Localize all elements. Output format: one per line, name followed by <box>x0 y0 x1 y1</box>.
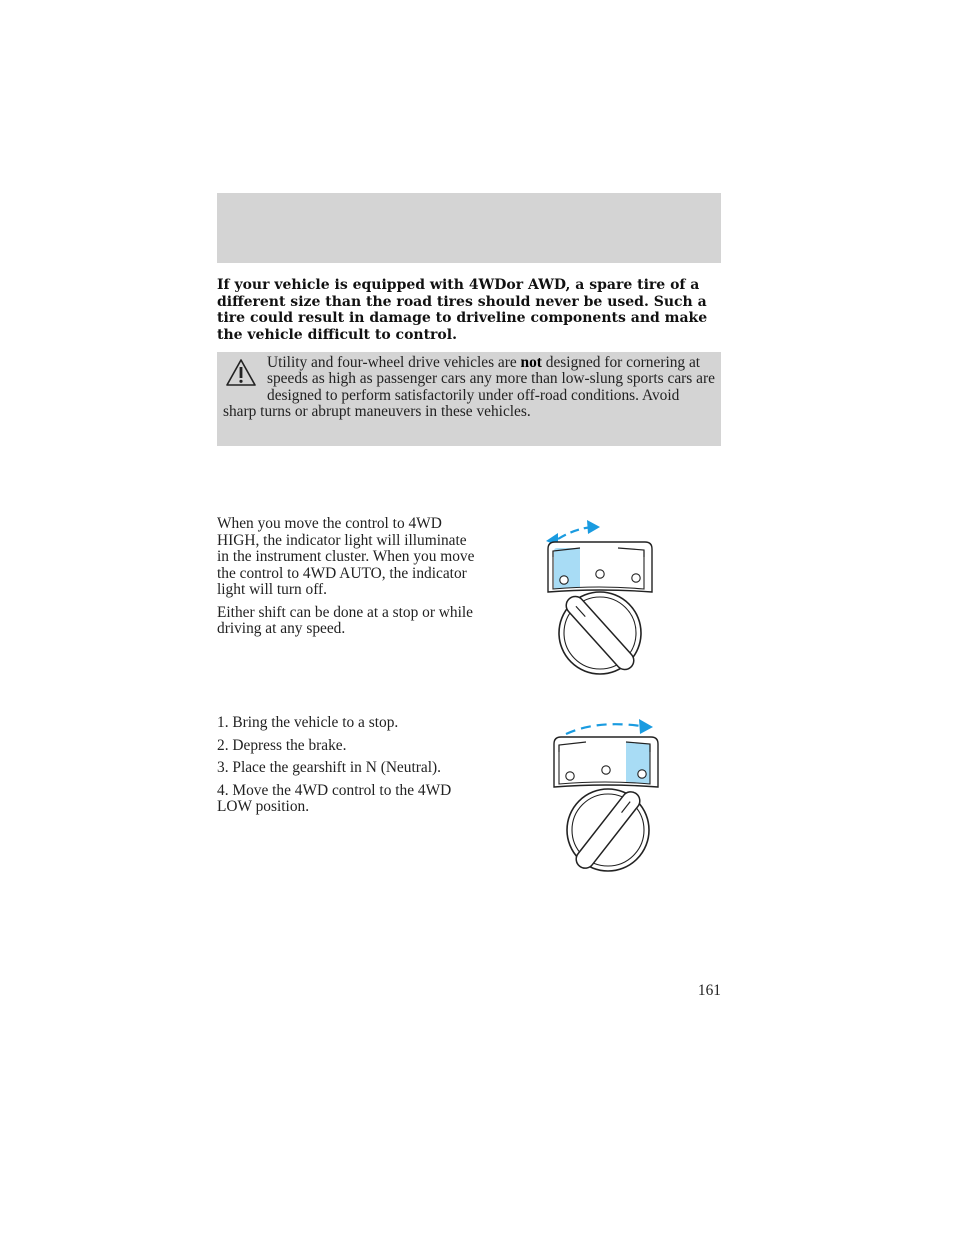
right-arrow-icon <box>566 719 653 734</box>
list-item: 3. Place the gearshift in N (Neutral). <box>217 759 441 776</box>
4wd-low-steps <box>217 715 479 822</box>
list-item: 1. Bring the vehicle to a stop. <box>217 714 399 731</box>
spare-tire-warning: If your vehicle is equipped with 4WDor AWD, a spare tire of a different size than the road tires should never be used. Such a tire could result in damage to driveline components and make the vehicle difficult to control. <box>217 277 708 343</box>
paragraph: Either shift can be done at a stop or while driving at any speed. <box>217 603 474 637</box>
4wd-high-auto-text <box>217 516 479 644</box>
4wd-control-high-illustration <box>540 515 660 680</box>
caution-text <box>223 355 715 420</box>
caution-box <box>217 352 721 446</box>
warning-triangle-icon <box>225 358 257 388</box>
list-item: 2. Depress the brake. <box>217 736 347 754</box>
section-header-band <box>217 193 721 263</box>
paragraph: When you move the control to 4WD HIGH, the indicator light will illuminate in the instrument cluster. When you move the control to 4WD AUTO, the indicator light will turn off. <box>217 515 475 598</box>
caution-text-before: Utility and four-wheel drive vehicles are <box>267 354 521 371</box>
list-item: 4. Move the 4WD control to the 4WD LOW position. <box>217 781 452 815</box>
caution-emphasis: not <box>520 354 542 371</box>
page-number: 161 <box>697 982 721 999</box>
caution-text-after: designed for cornering at speeds as high as passenger cars any more than low-slung sports cars are designed to perform satisfactorily under off-road conditions. Avoid sharp turns or abrupt maneuvers in these vehicles. <box>223 354 715 420</box>
4wd-control-low-illustration <box>548 712 668 877</box>
